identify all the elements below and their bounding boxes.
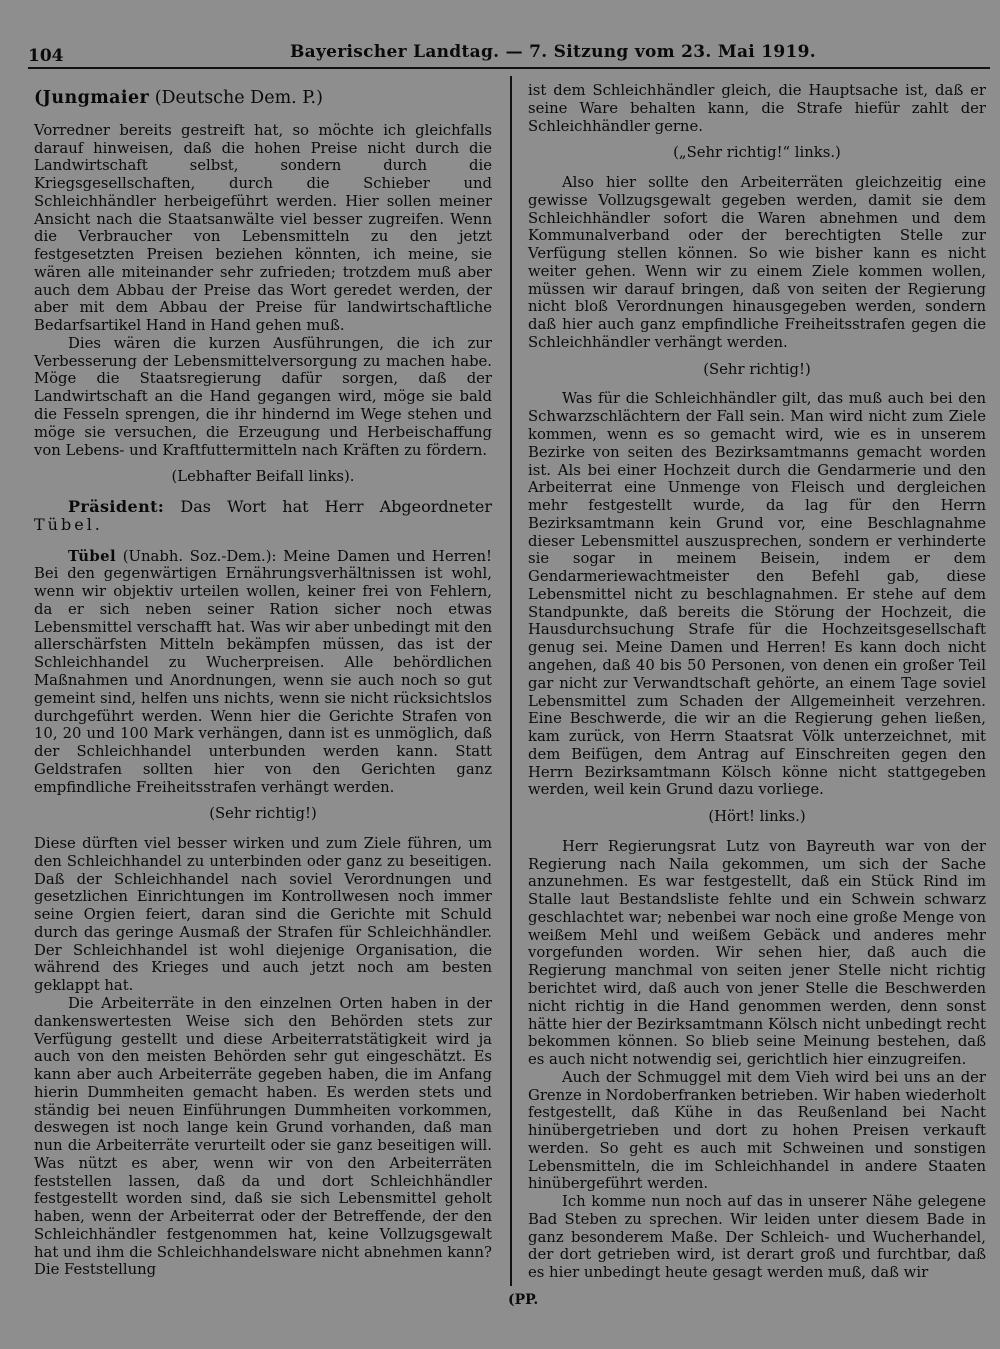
speaker-name: Tübel [68, 547, 117, 565]
right-column [528, 82, 986, 1282]
paragraph: Auch der Schmuggel mit dem Vieh wird bei uns an der Grenze in Nordoberfranken betrieben. Wir haben wiederholt festgestellt, daß Kühe in das Reußenland bei Nacht hinübergetrieben und dort zu hohen Preisen verkauft werden. So geht es auch mit Schweinen und sonstigen Lebensmitteln, die im Schleichhandel in andere Staaten hinübergeführt werden. [528, 1068, 986, 1193]
paragraph: Die Arbeiterräte in den einzelnen Orten haben in der dankenswertesten Weise sich den Behörden stets zur Verfügung gestellt und diese Arbeiterratstätigkeit wird ja auch von den meisten Behörden sehr gut eingeschätzt. Es kann aber auch Arbeiterräte gegeben haben, die im Anfang hierin Dummheiten gemacht haben. Es werden stets und ständig bei neuen Einführungen Dummheiten vorkommen, deswegen ist noch lange kein Grund vorhanden, daß man nun die Arbeiterräte verurteilt oder sie ganz beseitigen will. Was nützt es aber, wenn wir von den Arbeiterräten feststellen lassen, daß da und dort Schleichhändler festgestellt worden sind, daß sie sich Lebensmittel geholt haben, wenn der Arbeiterrat oder der Betreffende, der den Schleichhändler festgenommen hat, keine Vollzugsgewalt hat und ihm die Schleichhandelsware nicht abnehmen kann? Die Feststellung [34, 994, 492, 1279]
speaker-party: (Unabh. Soz.-Dem.): [122, 547, 277, 565]
president-text: Das Wort hat Herr Abgeordneter [180, 497, 492, 517]
speaker-name: (Jungmaier [34, 88, 150, 108]
header-rule [28, 67, 990, 69]
left-column [34, 82, 492, 1279]
paragraph: Diese dürften viel besser wirken und zum Ziele führen, um den Schleichhandel zu unterbinden oder ganz zu beseitigen. Daß der Schleichhandel nach soviel Verordnungen und gesetzlichen Einrichtungen im Kontrollwesen noch immer seine Orgien feiert, daran sind die Gerichte mit Schuld durch das geringe Ausmaß der Strafen für Schleichhändler. Der Schleichhandel ist wohl diejenige Organisation, die während des Krieges und auch jetzt noch am besten geklappt hat. [34, 835, 492, 995]
running-title: Bayerischer Landtag. — 7. Sitzung vom 23. Mai 1919. [290, 42, 816, 62]
paragraph: Vorredner bereits gestreift hat, so möchte ich gleichfalls darauf hinweisen, daß die hohen Preise nicht durch die Landwirtschaft selbst, sondern durch die Kriegsgesellschaften, durch die Schieber und Schleichhändler herbeigeführt werden. Hier sollen meiner Ansicht nach die Staatsanwälte viel besser zugreifen. Wenn die Verbraucher von Lebensmitteln zu den jetzt festgesetzten Preisen beziehen könnten, ich meine, sie wären alle miteinander sehr zufrieden; trotzdem muß aber auch dem Abbau der Preise das Wort geredet werden, der aber mit dem Abbau der Preise für landwirtschaftliche Bedarfsartikel Hand in Hand gehen muß. [34, 121, 492, 335]
reaction: (Hört! links.) [708, 808, 806, 826]
president-label: Präsident: [68, 497, 165, 517]
paragraph: ist dem Schleichhändler gleich, die Hauptsache ist, daß er seine Ware behalten kann, die Strafe hiefür zahlt der Schleichhändler gerne. [528, 82, 986, 135]
reaction: (Lebhafter Beifall links). [171, 468, 355, 486]
speaker-heading-jungmaier [34, 90, 492, 108]
paragraph-text: Meine Damen und Herren! Bei den gegenwärtigen Ernährungsverhältnissen ist wohl, wenn wir objektiv urteilen wollen, keiner frei von Fehlern, da er sich neben seiner Ration sicher noch etwas Lebensmittel verschafft hat. Was wir aber unbedingt mit den allerschärfsten Mitteln bekämpfen müssen, das ist der Schleichhandel zu Wucherpreisen. Alle behördlichen Maßnahmen und Anordnungen, wenn sie auch noch so gut gemeint sind, helfen uns nichts, wenn sie nicht rücksichtslos durchgeführt werden. Wenn hier die Gerichte Strafen von 10, 20 und 100 Mark verhängen, dann ist es unmöglich, daß der Schleichhandel unterbunden werden kann. Statt Geldstrafen sollten hier von den Gerichten ganz empfindliche Freiheitsstrafen verhängt werden. [34, 547, 492, 796]
paragraph: Dies wären die kurzen Ausführungen, die ich zur Verbesserung der Lebensmittelversorgung zu machen habe. Möge die Staatsregierung dafür sorgen, daß der Landwirtschaft an die Hand gegangen wird, möge sie bald die Fesseln sprengen, die ihr hindernd im Wege stehen und möge sie versuchen, die Erzeugung und Herbeischaffung von Lebens- und Kraftfuttermitteln nach Kräften zu fördern. [34, 334, 492, 459]
paragraph: Also hier sollte den Arbeiterräten gleichzeitig eine gewisse Vollzugsgewalt gegeben werden, damit sie dem Schleichhändler sofort die Waren abnehmen und dem Kommunalverband oder der berechtigten Stelle zur Verfügung stellen können. So wie bisher kann es nicht weiter gehen. Wenn wir zu einem Ziele kommen wollen, müssen wir darauf bringen, daß von seiten der Regierung nicht bloß Verordnungen hinausgegeben werden, sondern daß hier auch ganz empfindliche Freiheitsstrafen gegen die Schleichhändler verhängt werden. [528, 174, 986, 351]
reaction: (Sehr richtig!) [703, 360, 811, 378]
paragraph-tuebel [34, 548, 492, 797]
president-line [34, 498, 492, 534]
president-named-speaker: Tübel. [34, 514, 103, 534]
reaction: („Sehr richtig!“ links.) [673, 144, 841, 162]
paragraph: Was für die Schleichhändler gilt, das muß auch bei den Schwarzschlächtern der Fall sein. Man wird nicht zum Ziele kommen, wenn es so gemacht wird, wie es in unserem Bezirke von seiten des Bezirksamtmanns gemacht worden ist. Als bei einer Hochzeit durch die Gendarmerie und den Arbeiterrat eine Unmenge von Fleisch und dergleichen mehr festgestellt wurde, da lag für den Herrn Bezirksamtmann kein Grund vor, eine Beschlagnahme dieser Lebensmittel auszusprechen, sondern er verhinderte sie sogar in meinem Beisein, indem er dem Gendarmeriewachtmeister den Befehl gab, diese Lebensmittel nicht zu beschlagnahmen. Er stehe auf dem Standpunkte, daß bereits die Störung der Hochzeit, die Hausdurchsuchung Strafe für die Hochzeitsgesellschaft genug sei. Meine Damen und Herren! Es kann doch nicht angehen, daß 40 bis 50 Personen, von denen ein großer Teil gar nicht zur Verwandtschaft gehörte, an einem Tage soviel Lebensmittel zum Schaden der Allgemeinheit verzehren. Eine Beschwerde, die wir an die Regierung gehen ließen, kam zurück, von Herrn Staatsrat Völk unterzeichnet, mit dem Beifügen, dem Antrag auf Einschreiten gegen den Herrn Bezirksamtmann Kölsch könne nicht stattgegeben werden, weil kein Grund dazu vorliege. [528, 390, 986, 799]
signature-mark: (PP. [508, 1292, 539, 1308]
page-number: 104 [28, 46, 64, 66]
speaker-party: (Deutsche Dem. P.) [154, 88, 323, 108]
reaction: (Sehr richtig!) [209, 805, 317, 823]
paragraph: Ich komme nun noch auf das in unserer Nähe gelegene Bad Steben zu sprechen. Wir leiden unter diesem Bade in ganz besonderem Maße. Der Schleich- und Wucherhandel, der dort getrieben wird, ist derart groß und furchtbar, daß es hier unbedingt heute gesagt werden muß, daß wir [528, 1193, 986, 1282]
page-header [28, 40, 990, 70]
paragraph: Herr Regierungsrat Lutz von Bayreuth war von der Regierung nach Naila gekommen, um sich der Sache anzunehmen. Es war festgestellt, daß ein Stück Rind im Stalle laut Bestandsliste fehlte und ein Schwein schwarz geschlachtet war; nebenbei war noch eine große Menge von weißem Mehl und weißem Gebäck und anderes mehr vorgefunden worden. Wir sehen hier, daß auch die Regierung manchmal von seiten jener Stelle nicht richtig berichtet wird, daß auch von jener Stelle die Beschwerden nicht richtig in die Hand genommen werden, denn sonst hätte hier der Bezirksamtmann Kölsch nicht unbedingt recht bekommen können. So blieb seine Meinung bestehen, daß es auch nicht notwendig sei, gerichtlich hier einzugreifen. [528, 837, 986, 1069]
column-divider [510, 76, 512, 1286]
